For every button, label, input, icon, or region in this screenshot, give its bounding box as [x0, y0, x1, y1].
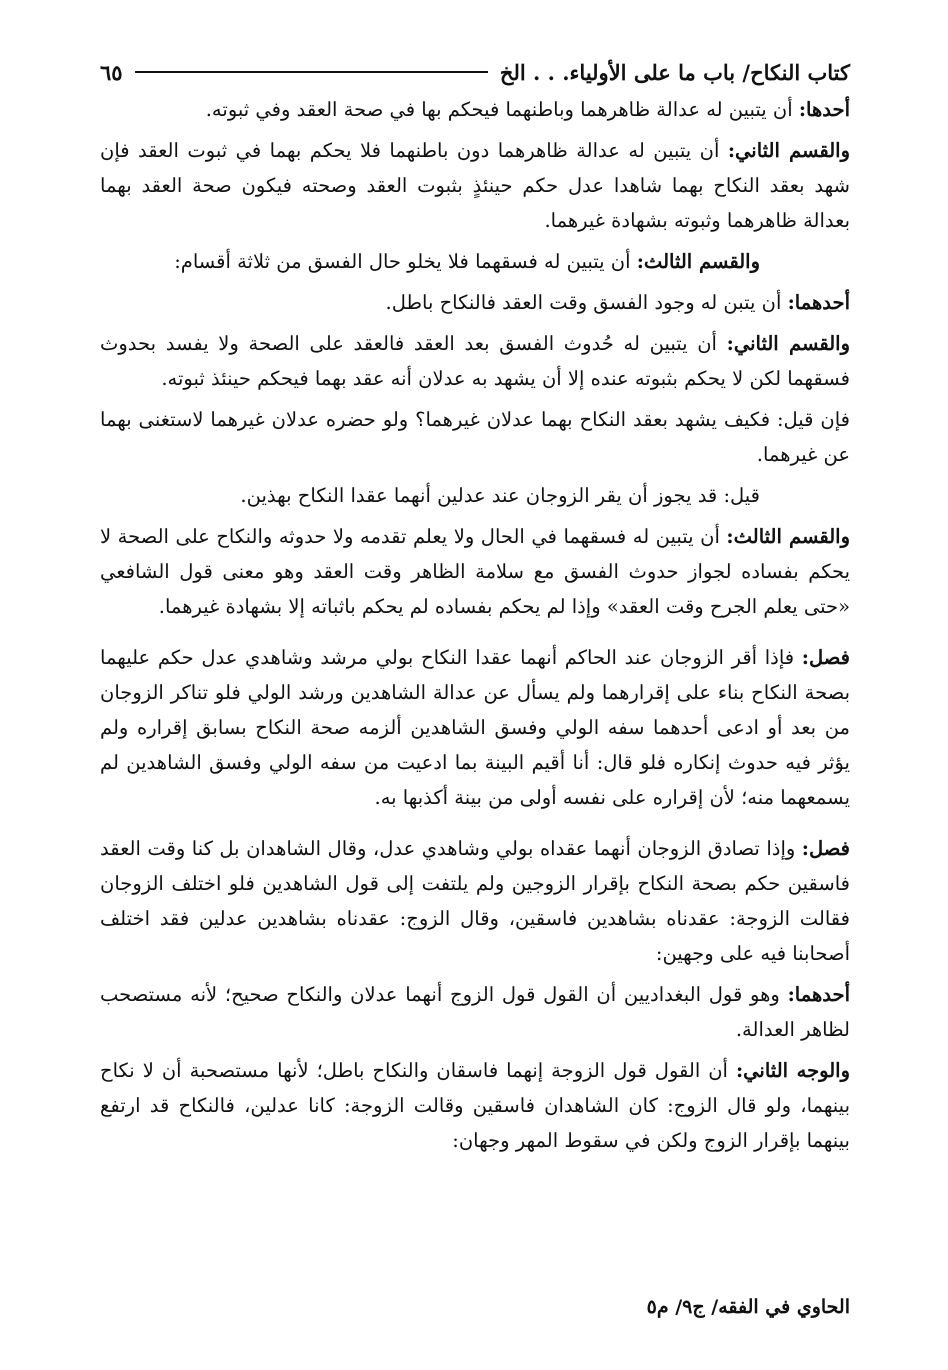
paragraph-lead: فصل:: [801, 646, 850, 669]
paragraph-lead: والقسم الثالث:: [636, 250, 760, 273]
paragraph: [100, 478, 850, 513]
page-body: [100, 92, 850, 1158]
paragraph-lead: فصل:: [801, 837, 850, 860]
paragraph-text: فإن قيل: فكيف يشهد بعقد النكاح بهما عدلان غيرهما؟ ولو حضره عدلان غيرهما لاستغنى بهما عن غيرهما.: [100, 408, 850, 466]
paragraph: [100, 326, 850, 396]
paragraph-lead: والقسم الثاني:: [726, 332, 850, 355]
page-header: [100, 52, 850, 92]
paragraph-text: أن يتبين له حُدوث الفسق بعد العقد فالعقد على الصحة ولا يفسد بحدوث فسقهما لكن لا يحكم بثبوته عنده إلا أن يشهد به عدلان أنه عقد بهما فيحكم حينئذ ثبوته.: [100, 332, 850, 390]
paragraph-text: أن يتبين له فسقهما في الحال ولا يعلم تقدمه ولا حدوثه والنكاح على الصحة لا يحكم بفساده لجواز حدوث الفسق مع سلامة الظاهر وقت العقد وهو معنى قول الشافعي «حتى يعلم الجرح وقت العقد» وإذا لم يحكم بفساده لم يحكم باثباته إلا بشهادة غيرهما.: [100, 525, 850, 618]
paragraph-lead: أحدهما:: [787, 291, 850, 314]
paragraph-text: فإذا أقر الزوجان عند الحاكم أنهما عقدا النكاح بولي مرشد وشاهدي عدل حكم عليهما بصحة النكاح بناء على إقرارهما ولم يسأل عن عدالة الشاهدين ورشد الولي فلو تناكر الزوجان من بعد أو ادعى أحدهما سفه الولي وفسق الشاهدين ألزمه صحة النكاح بسابق إقراره ولم يؤثر فيه حدوث إنكاره فلو قال: أنا أقيم البينة بما ادعيت من سفه الولي وفسق الشاهدين لم يسمعهما منه؛ لأن إقراره على نفسه أولى من بينة أكذبها به.: [100, 646, 850, 809]
paragraph-text: وإذا تصادق الزوجان أنهما عقداه بولي وشاهدي عدل، وقال الشاهدان بل كنا وقت العقد فاسقين حكم بصحة النكاح بإقرار الزوجين ولم يلتفت إلى قول الشاهدين فلو اختلف الزوجان فقالت الزوجة: عقدناه بشاهدين فاسقين، وقال الزوج: عقدناه بشاهدين عدلين فقد اختلف أصحابنا فيه على وجهين:: [100, 837, 850, 965]
paragraph: [100, 285, 850, 320]
paragraph-lead: والوجه الثاني:: [735, 1059, 850, 1082]
page-number: ٦٥: [100, 59, 123, 85]
paragraph-text: أن القول قول الزوجة إنهما فاسقان والنكاح باطل؛ لأنها مستصحبة أن لا نكاح بينهما، ولو قال الزوج: كان الشاهدان فاسقين وقالت الزوجة: كانا عدلين، فالنكاح قد ارتفع بينهما بإقرار الزوج ولكن في سقوط المهر وجهان:: [100, 1059, 850, 1152]
paragraph-text: أن يتبين له فسقهما فلا يخلو حال الفسق من ثلاثة أقسام:: [174, 250, 637, 273]
paragraph: [100, 831, 850, 971]
paragraph: [100, 1053, 850, 1158]
paragraph-lead: والقسم الثالث:: [726, 525, 851, 548]
page-signature: الحاوي في الفقه/ ج٩/ م٥: [646, 1296, 850, 1318]
paragraph-text: قيل: قد يجوز أن يقر الزوجان عند عدلين أنهما عقدا النكاح بهذين.: [240, 484, 760, 507]
paragraph: [100, 640, 850, 815]
paragraph: [100, 244, 850, 279]
paragraph-lead: أحدها:: [798, 98, 850, 121]
paragraph-text: أن يتبين له عدالة ظاهرهما دون باطنهما فلا يحكم بهما في ثبوت العقد فإن شهد بعقد النكاح بهما شاهدا عدل حكم حينئذٍ بثبوت العقد وصحته فيكون صحة العقد بهما بعدالة ظاهرهما وثبوته بشهادة غيرهما.: [100, 139, 850, 232]
paragraph-text: أن يتبين له عدالة ظاهرهما وباطنهما فيحكم بها في صحة العقد وفي ثبوته.: [205, 98, 799, 121]
paragraph: [100, 92, 850, 127]
paragraph-lead: والقسم الثاني:: [727, 139, 850, 162]
paragraph: [100, 133, 850, 238]
paragraph: [100, 402, 850, 472]
paragraph: [100, 977, 850, 1047]
paragraph-text: وهو قول البغداديين أن القول قول الزوج أنهما عدلان والنكاح صحيح؛ لأنه مستصحب لظاهر العدالة.: [100, 983, 850, 1041]
paragraph-text: أن يتبن له وجود الفسق وقت العقد فالنكاح باطل.: [385, 291, 788, 314]
paragraph-lead: أحدهما:: [787, 983, 850, 1006]
header-rule: [135, 71, 488, 73]
running-title: كتاب النكاح/ باب ما على الأولياء. . . الخ: [499, 59, 850, 85]
paragraph: [100, 519, 850, 624]
